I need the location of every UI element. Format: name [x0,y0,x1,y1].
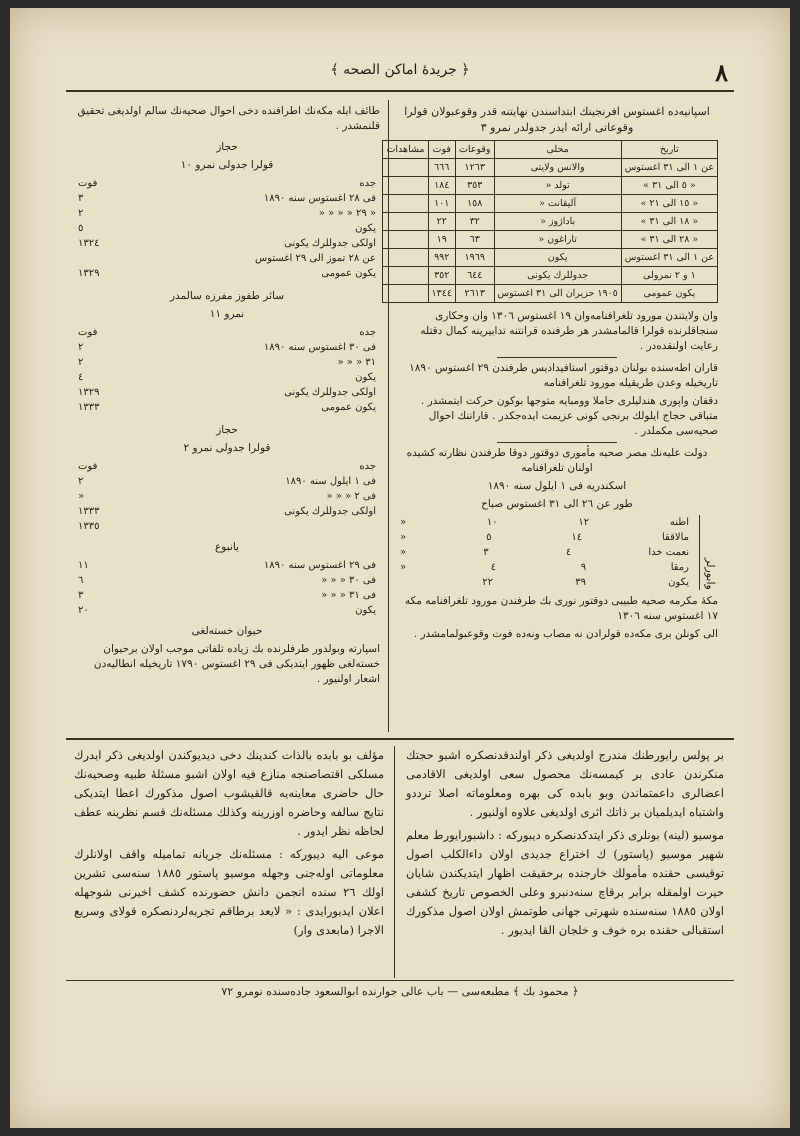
table-cell: ١٩٠٥ حزيران الى ٣١ اغستوس [494,285,621,303]
list-label: عن ٢٨ تموز الى ٢٩ اغستوس [254,253,376,264]
list-value: ١٣٢٩ [78,387,100,398]
ship-row [396,515,693,530]
table-cell: ٦٤٤ [455,267,494,285]
list-head [74,459,380,474]
list-value: ٤ [78,372,84,383]
ship-cell: ١٤ [571,532,583,543]
ships-list [396,515,693,590]
table-cell: يكون عمومى [621,285,717,303]
intro-taif: طائف ايله مكه‌نك اطرافنده دخى احوال صحيه‌نك سالم اولديغى تحقيق قلنمشدر . [77,105,380,132]
list-label: فى ٣٠ اغستوس سنه ١٨٩٠ [263,342,376,353]
ship-row [396,575,693,590]
list-item [74,603,380,618]
article-left-p1: مؤلف بو بابده بالذات كندينك دخى ديديوكندن اولديغى ذكر ايدرك مسلكى اقتصاصنجه منازع فيه اولان اشبو مسئله‌ٔ طبيه وصحيه‌نك حال حاضرى معاينه‌يه قالقيشوب اصول مذكورك اعطا ايتديكى نتايج سالفه وحاضره اوزرينه وكذلك مسئله‌نك قسم نظرينه عطف لحاظه نظر ايدور . [74,748,384,838]
ship-cell: ١٠ [486,517,498,528]
para-alexandria-date: اسكندريه فى ١ ايلول سنه ١٨٩٠ [487,480,627,492]
header-rule [66,90,734,92]
bottom-divider [394,746,395,978]
article-right-p2: موسيو (لينه) بونلرى ذكر ايتدكدنصكره ديبوركه : داشبورايورط معلم شهير موسيو (پاستور) ك اختراع جديدى اولان داءالكلب اصول توقيسى حقنده مأمولك خارجنده برحقيقت اظهار ايتديكندن شايان حيرت اولمقله برابر برقاچ سنه‌دنبرو وعلى الخصوص تاريخ كشفى اولان ١٨٨٥ سنه‌سنده شهرتى جهانى طوتمش اولان اصول مذكورك استقبالى حقنده بره خوف و خلجان القا ايديور . [406,828,724,937]
table-title: اسپانيه‌ده اغستوس افرنجينك ابتداسندن نهايتنه قدر وقوعبولان قولرا وقوعاتى ارائه ايدر جدولدر نمرو ٣ [404,105,710,134]
section-others-sub: نمرو ١١ [209,308,245,320]
table-cell: « ٥ الى ٣١ » [621,177,717,195]
list-value: ٣ [78,590,84,601]
table-cell: ١٩٦٩ [455,249,494,267]
table-cell: آليقانت « [494,195,621,213]
list-label: اولكى جدوللرك يكونى [284,238,376,249]
ship-cell: ٤ [565,547,572,558]
table-cell: جدوللرك يكونى [494,267,621,285]
article-left [74,746,384,944]
list-head [74,325,380,340]
ships-block [396,515,718,590]
list-value: ٢ [78,208,84,219]
table-cell: ١٠١ [428,195,455,213]
table-cell-notes [383,249,428,267]
list-head-cell: فوت [78,178,98,189]
list-value: ١٣٣٣ [78,402,100,413]
section-hijaz-1-sub: قولرا جدولى نمرو ١٠ [180,159,274,171]
ship-cell: « [400,547,407,558]
list-head-cell: فوت [78,461,98,472]
printer-footer: ﴿ محمود بك ﴾ مطبعه‌سى — باب عالى جوارنده ابوالسعود جاده‌سنده نومرو ٧٢ [221,985,579,998]
table-row [383,159,718,177]
list-item [74,558,380,573]
table-cell: ٣٢ [455,213,494,231]
table-cell: يكون [494,249,621,267]
list-item [74,206,380,221]
table-cell: ٦٣ [455,231,494,249]
list-head [74,176,380,191]
table-cell: باداژوز « [494,213,621,231]
list-item [74,489,380,504]
list-head-cell: جده [359,327,376,338]
ship-cell: « [400,562,407,573]
ship-cell: ٢٢ [482,577,493,588]
table-row [383,231,718,249]
section-hijaz-2-sub: قولرا جدولى نمرو ٢ [183,442,271,454]
para-mecca-intro: مكهٔ مكرمه صحيه طبيبى دوقتور نورى بك طرفندن مورود تلغرافنامه مكه ١٧ اغستوس سنه ١٣٠٦ [404,595,718,622]
ship-cell: ٩ [580,562,587,573]
list-value: ٦ [78,575,84,586]
table-cell: عن ١ الى ٣١ اغستوس [621,249,717,267]
list-label: فى ٣١ « « « [321,590,376,601]
ship-cell: يكون [668,577,689,588]
para-van: وان ولايتندن مورود تلغرافنامه‌وان ١٩ اغستوس ١٣٠٦ وان وحكارى سنجاقلرنده قولرا قالمامشدر هر طرفنده قرانتنه تدابيرينه كمال دقتله رعايت اولنقده‌در . [420,310,718,352]
ship-row [396,560,693,575]
table-cell: ٩٩٢ [428,249,455,267]
article-right [406,746,724,944]
table-cell: عن ١ الى ٣١ اغستوس [621,159,717,177]
middle-rule [66,738,734,740]
para-animal-disease: اسپارته وبولدور طرفلرنده بك زياده تلفاتى موجب اولان برحيوان خسته‌لغى ظهور ايتديكى فى ٢٩ اغستوس ١٧٩٠ تاريخيله انطاليه‌دن اشعار اولنيور . [93,643,380,685]
list-label: يكون عمومى [321,402,376,413]
list-item [74,191,380,206]
masthead-title: ﴿ جريدهٔ اماكن الصحه ﴾ [330,62,470,78]
list-item [74,355,380,370]
th-place: محلى [494,141,621,159]
table-cell-notes [383,213,428,231]
list-value: ٢ [78,357,84,368]
cholera-table [382,140,718,303]
table-row [383,249,718,267]
list-item [74,573,380,588]
table-cell: « ١٨ الى ٣١ » [621,213,717,231]
list-item [74,588,380,603]
article-left-p2: موعى اليه ديبوركه : مسئله‌نك جريانه تماميله واقف اولانلرك معلوماتى اوله‌جنى وجهله موسيو پاستور ١٨٨٥ سنه‌سى تشرين اولك ٢٦ سنده انجمن دانش حضورنده كشف اخيرنى شوجهله اعلان ايديورايدى : « لايعد برطاقم تجربه‌لردنصكره قولاى وسريع الاجرا (مابعدى وار) [74,847,384,937]
para-mecca: الى كونلن برى مكه‌ده قولرادن نه مصاب ونه‌ده فوت وقوعبولمامشدر . [413,628,718,640]
section-others: سائر طفوز مفرزه سالمدر [169,290,285,302]
list-label: « ٢٩ « « « « [318,208,376,219]
cholera-list-11 [74,325,380,415]
table-cell: تاراغون « [494,231,621,249]
list-item [74,340,380,355]
table-header-row [383,141,718,159]
list-item [74,370,380,385]
list-label: اولكى جدوللرك يكونى [284,387,376,398]
table-row [383,267,718,285]
ship-cell: ١٢ [578,517,590,528]
th-deaths: فوت [428,141,455,159]
list-value: ١٣٢٩ [78,268,100,279]
th-events: وقوعات [455,141,494,159]
list-item [74,385,380,400]
ship-cell: رمقا [670,562,689,573]
table-cell: ٣٥٣ [455,177,494,195]
list-value: ١٣٢٤ [78,238,100,249]
ship-row [396,545,693,560]
table-cell: ١٢٦٣ [455,159,494,177]
yanbu-list [74,558,380,618]
th-date: تاريخ [621,141,717,159]
list-label: فى ٢٨ اغستوس سنه ١٨٩٠ [263,193,376,204]
list-value: ٥ [78,223,84,234]
table-cell: ٢٢ [428,213,455,231]
left-column [74,104,380,690]
para-karan-intro: قاران اطه‌سنده بولنان دوقتور استافيداديس طرفندن ٢٩ اغستوس ١٨٩٠ تاريخيله وعدن طريقيله مورود تلغرافنامه [409,362,718,389]
ships-label: وابورلر [699,515,718,590]
list-label: فى ٢٩ اغستوس سنه ١٨٩٠ [263,560,376,571]
section-animal-disease: حيوان خسته‌لغى [191,625,263,637]
table-cell: ١٨٤ [428,177,455,195]
ship-row [396,530,693,545]
table-row [383,177,718,195]
table-cell: ١ و ٢ نمرولى [621,267,717,285]
list-label: يكون [355,223,376,234]
table-cell-notes [383,285,428,303]
table-cell-notes [383,177,428,195]
table-cell: تولد « [494,177,621,195]
table-cell: « ١٥ الى ٢١ » [621,195,717,213]
list-value: ١١ [78,560,89,571]
list-item [74,400,380,415]
section-hijaz-1: حجاز [216,141,238,153]
list-item [74,251,380,266]
list-label: يكون عمومى [321,268,376,279]
ship-cell: ٥ [486,532,492,543]
list-item [74,266,380,281]
page-number: ٨ [715,58,728,87]
ship-cell: مالاققا [662,532,689,543]
cholera-list-10 [74,176,380,281]
list-value: ٢ [78,342,84,353]
list-label: اولكى جدوللرك يكونى [284,506,376,517]
table-row [383,195,718,213]
section-yanbu: يانبوع [215,541,239,553]
list-head-cell: فوت [78,327,98,338]
table-cell: « ٢٨ الى ٣١ » [621,231,717,249]
page-header [72,58,728,88]
list-value: ١٣٣٥ [78,521,100,532]
list-head-cell: جده [359,461,376,472]
list-label: ٣١ « « « [337,357,376,368]
ship-cell: « [400,532,407,543]
cholera-list-2 [74,459,380,534]
footer-rule [66,980,734,981]
table-cell: ٣٥٢ [428,267,455,285]
ship-cell: « [400,517,407,528]
list-value: « [78,491,85,502]
article-right-p1: بر پولس رايورطنك مندرج اولديغى ذكر اولندقدنصكره اشبو حجتك منكرندن عادى بر كيمسه‌نك محصول سعى اولديغى الاقادمى اعضالرى داعمتماندن وبو بابده كى بهره ومعلوماته اصلا ترددو واشتباه ايديلميان بر ذاتك اثرى اولديغى علاوه اولنيور . [406,748,724,819]
list-value: ٢٠ [78,605,89,616]
list-label: فى ٣٠ « « « [321,575,376,586]
newspaper-page [10,8,790,1128]
list-label: يكون [355,372,376,383]
list-item [74,236,380,251]
section-hijaz-2: حجاز [216,424,238,436]
table-cell-notes [383,231,428,249]
list-label: يكون [355,605,376,616]
list-label: فى ٢ « « « [326,491,376,502]
list-head-cell: جده [359,178,376,189]
list-item [74,474,380,489]
table-cell-notes [383,195,428,213]
para-karan: دقفان واپورى هندليلرى حاملا وومبايه متوجها بوكون حركت ايتمشدر . متباقى حجاج ايلولك برنجى كونى عزيمت ايده‌جكدر . قاراننك احوال صحيه‌سى مكملدر . [420,395,718,437]
table-cell: ١٣٤٤ [428,285,455,303]
table-cell: ١٥٨ [455,195,494,213]
ship-cell: نعمت خدا [648,547,689,558]
table-cell: ٦٦٦ [428,159,455,177]
table-cell: ٢٦١٣ [455,285,494,303]
th-notes: مشاهدات [383,141,428,159]
list-item [74,504,380,519]
ship-cell: اطنه [669,517,689,528]
para-tor: طور عن ٢٦ الى ٣١ اغستوس صباح [481,498,633,510]
list-item [74,221,380,236]
list-label: فى ١ ايلول سنه ١٨٩٠ [285,476,376,487]
list-item [74,519,380,534]
para-egypt: دولت عليه‌نك مصر صحيه مأمورى دوقتور دوقا طرفندن نظارته كشيده اولنان تلغرافنامه [406,447,708,474]
table-cell-notes [383,267,428,285]
table-row [383,213,718,231]
table-cell: والانس ولايتى [494,159,621,177]
list-value: ١٣٣٣ [78,506,100,517]
list-value: ٢ [78,476,84,487]
list-value: ٣ [78,193,84,204]
table-row [383,285,718,303]
ship-cell: ٣٩ [575,577,586,588]
table-cell: ١٩ [428,231,455,249]
table-cell-notes [383,159,428,177]
ship-cell: ٣ [483,547,489,558]
right-column [386,104,718,645]
ship-cell: ٤ [490,562,497,573]
